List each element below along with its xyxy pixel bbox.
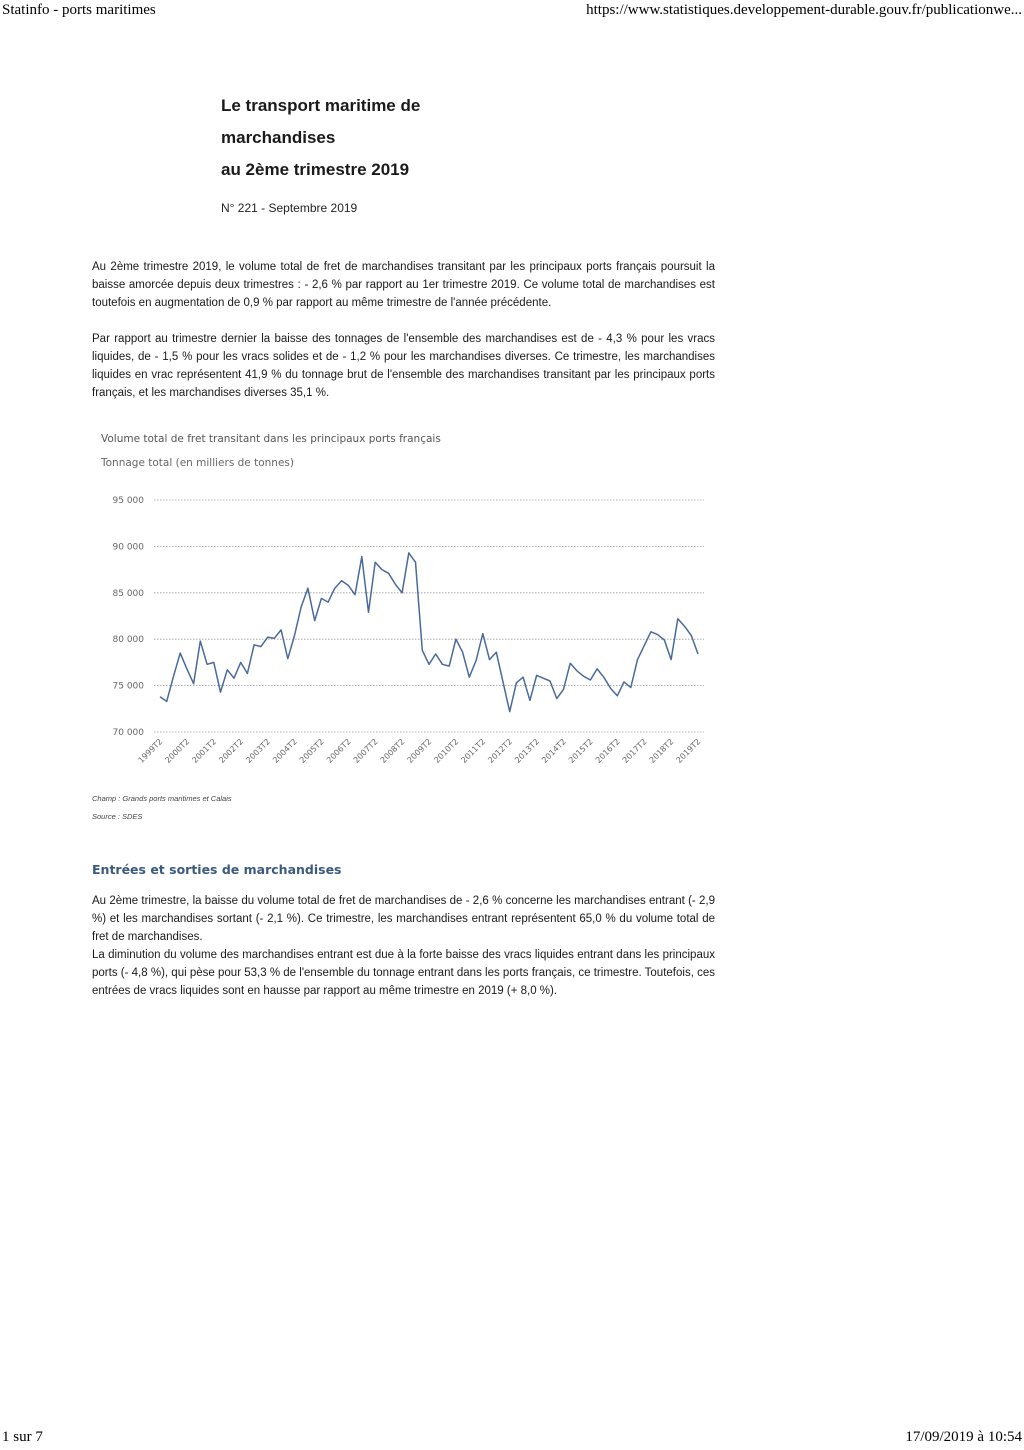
data-point <box>307 587 309 589</box>
x-tick-label: 2009T2 <box>405 737 434 765</box>
data-point <box>334 587 336 589</box>
data-point <box>293 634 295 636</box>
data-point <box>448 665 450 667</box>
x-tick-label: 2012T2 <box>486 737 515 765</box>
data-point <box>488 658 490 660</box>
chart-title: Volume total de fret transitant dans les principaux ports français <box>101 433 441 445</box>
data-point <box>556 697 558 699</box>
data-point <box>266 636 268 638</box>
line-chart <box>92 430 722 800</box>
data-point <box>186 668 188 670</box>
data-point <box>461 651 463 653</box>
x-tick-label: 2001T2 <box>190 737 219 765</box>
data-point <box>374 561 376 563</box>
data-point <box>636 658 638 660</box>
data-point <box>455 638 457 640</box>
data-point <box>347 584 349 586</box>
print-header <box>0 0 1024 22</box>
data-point <box>495 651 497 653</box>
data-point <box>569 662 571 664</box>
section-heading: Entrées et sorties de marchandises <box>92 862 342 877</box>
data-point <box>677 618 679 620</box>
title-line: au 2ème trimestre 2019 <box>221 160 410 179</box>
data-point <box>609 687 611 689</box>
data-point <box>549 680 551 682</box>
data-point <box>522 676 524 678</box>
data-point <box>280 629 282 631</box>
print-footer <box>0 1428 1024 1450</box>
section-paragraph: Au 2ème trimestre, la baisse du volume total de fret de marchandises de - 2,6 % concerne les marchandises entrant (- 2,9 %) et les marchandises sortant (- 2,1 %). Ce trimestre, les marchandises entrant représentent 65,0 % du volume total de fret de marchandises. <box>92 895 715 943</box>
data-point <box>562 688 564 690</box>
chart-source: Source : SDES <box>92 812 143 821</box>
x-tick-label: 2016T2 <box>593 737 622 765</box>
data-point <box>421 649 423 651</box>
x-tick-label: 1999T2 <box>136 737 165 765</box>
chart-y-axis-label: Tonnage total (en milliers de tonnes) <box>101 457 294 469</box>
data-point <box>441 663 443 665</box>
data-point <box>576 670 578 672</box>
x-tick-label: 2003T2 <box>244 737 273 765</box>
page-counter: 1 sur 7 <box>2 1429 43 1445</box>
data-point <box>159 696 161 698</box>
data-point <box>535 674 537 676</box>
data-point <box>166 700 168 702</box>
y-tick-label: 70 000 <box>112 728 144 738</box>
x-tick-label: 2000T2 <box>163 737 192 765</box>
document-title <box>221 90 641 186</box>
x-tick-label: 2015T2 <box>566 737 595 765</box>
data-point <box>475 659 477 661</box>
data-point <box>320 597 322 599</box>
data-point <box>354 593 356 595</box>
data-point <box>206 663 208 665</box>
intro-paragraph: Par rapport au trimestre dernier la baisse des tonnages de l'ensemble des marchandises est de - 4,3 % pour les vracs liquides, de - 1,5 % pour les vracs solides et de - 1,2 % pour les marchandises diverses. Ce trimestre, les marchandises liquides en vrac représentent 41,9 % du tonnage brut de l'ensemble des marchandises transitant par les principaux ports français, et les marchandises diverses 35,1 %. <box>92 333 715 399</box>
x-tick-label: 2010T2 <box>432 737 461 765</box>
data-point <box>623 681 625 683</box>
print-header-title: Statinfo - ports maritimes <box>2 2 156 18</box>
data-point <box>414 561 416 563</box>
data-point <box>670 658 672 660</box>
data-point <box>233 677 235 679</box>
data-point <box>179 652 181 654</box>
data-point <box>650 631 652 633</box>
x-tick-label: 2017T2 <box>620 737 649 765</box>
data-point <box>394 583 396 585</box>
data-point <box>361 555 363 557</box>
data-point <box>697 653 699 655</box>
x-tick-label: 2002T2 <box>217 737 246 765</box>
data-point <box>468 676 470 678</box>
data-point <box>287 657 289 659</box>
x-tick-label: 2004T2 <box>271 737 299 765</box>
data-point <box>630 686 632 688</box>
data-point <box>589 679 591 681</box>
data-point <box>340 580 342 582</box>
data-point <box>616 695 618 697</box>
data-point <box>408 552 410 554</box>
x-tick-label: 2005T2 <box>297 737 326 765</box>
data-point <box>603 676 605 678</box>
data-point <box>300 606 302 608</box>
data-point <box>387 572 389 574</box>
data-point <box>509 710 511 712</box>
issue-number: N° 221 - Septembre 2019 <box>221 201 358 215</box>
data-point <box>428 663 430 665</box>
data-point <box>192 683 194 685</box>
data-point <box>253 644 255 646</box>
data-point <box>273 637 275 639</box>
x-tick-label: 2011T2 <box>459 737 488 765</box>
data-point <box>172 675 174 677</box>
data-point <box>219 691 221 693</box>
data-point <box>240 661 242 663</box>
data-point <box>683 625 685 627</box>
chart-scope-note: Champ : Grands ports maritimes et Calais <box>92 794 232 803</box>
data-point <box>596 668 598 670</box>
data-point <box>381 568 383 570</box>
x-tick-label: 2006T2 <box>324 737 353 765</box>
x-tick-label: 2013T2 <box>513 737 542 765</box>
data-point <box>226 669 228 671</box>
x-tick-label: 2019T2 <box>674 737 703 765</box>
data-point <box>529 699 531 701</box>
y-tick-label: 85 000 <box>112 588 144 599</box>
data-point <box>435 653 437 655</box>
chart-plot-area <box>92 430 722 800</box>
y-tick-label: 75 000 <box>112 681 144 692</box>
data-point <box>327 601 329 603</box>
title-line: Le transport maritime de <box>221 96 421 115</box>
data-point <box>367 611 369 613</box>
data-point <box>260 645 262 647</box>
section-paragraph: La diminution du volume des marchandises entrant est due à la forte baisse des vracs liquides entrant dans les principaux ports (- 4,8 %), qui pèse pour 53,3 % de l'ensemble du tonnage entrant dans les ports français, ce trimestre. Toutefois, ces entrées de vracs liquides sont en hausse par rapport au même trimestre en 2019 (+ 8,0 %). <box>92 949 715 997</box>
data-point <box>663 639 665 641</box>
data-point <box>643 644 645 646</box>
data-point <box>542 677 544 679</box>
data-point <box>482 632 484 634</box>
data-point <box>213 661 215 663</box>
data-point <box>656 633 658 635</box>
y-tick-label: 90 000 <box>112 542 144 553</box>
title-line: marchandises <box>221 128 336 147</box>
x-tick-label: 2014T2 <box>540 737 568 765</box>
data-point <box>401 592 403 594</box>
print-header-url: https://www.statistiques.developpement-durable.gouv.fr/publicationwe... <box>586 2 1022 18</box>
data-point <box>199 640 201 642</box>
y-tick-label: 80 000 <box>112 635 144 646</box>
data-point <box>313 619 315 621</box>
data-point <box>246 672 248 674</box>
data-point <box>502 681 504 683</box>
data-point <box>515 682 517 684</box>
intro-paragraph: Au 2ème trimestre 2019, le volume total de fret de marchandises transitant par les principaux ports français poursuit la baisse amorcée depuis deux trimestres : - 2,6 % par rapport au 1er trimestre 2019. Ce volume total de marchandises est toutefois en augmentation de 0,9 % par rapport au même trimestre de l'année précédente. <box>92 261 715 309</box>
data-point <box>690 634 692 636</box>
x-tick-label: 2007T2 <box>351 737 380 765</box>
series-line <box>160 553 698 712</box>
print-date: 17/09/2019 à 10:54 <box>905 1429 1022 1445</box>
x-tick-label: 2008T2 <box>378 737 407 765</box>
data-point <box>582 675 584 677</box>
x-tick-label: 2018T2 <box>647 737 676 765</box>
y-tick-label: 95 000 <box>112 496 144 506</box>
